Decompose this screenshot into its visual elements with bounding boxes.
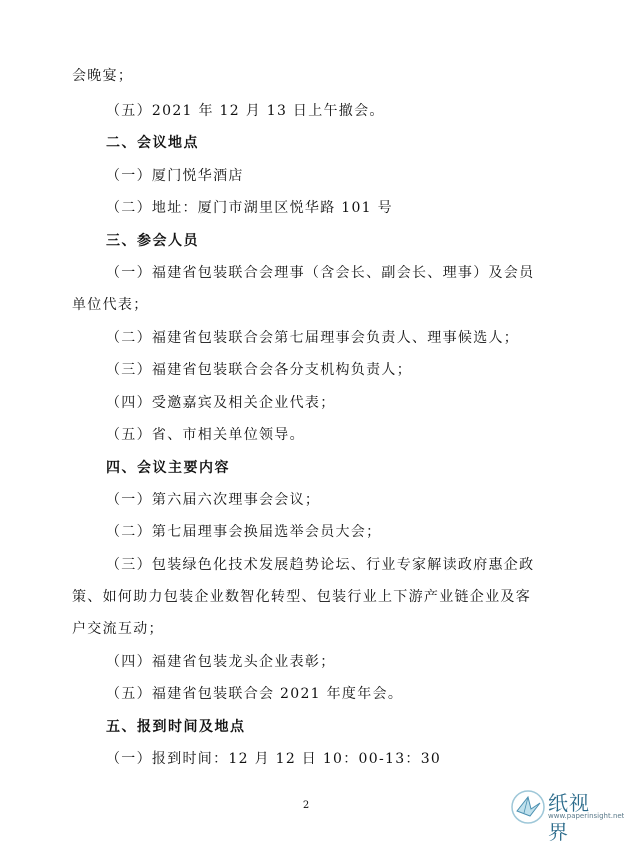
- text-line: （五）2021 年 12 月 13 日上午撤会。: [106, 103, 385, 119]
- section-heading: 三、参会人员: [106, 233, 199, 249]
- text-line: （四）福建省包装龙头企业表彰；: [106, 654, 336, 670]
- text-line: （五）省、市相关单位领导。: [106, 427, 305, 443]
- text-line: （三）包装绿色化技术发展趋势论坛、行业专家解读政府惠企政: [106, 557, 535, 573]
- section-heading: 四、会议主要内容: [106, 460, 230, 476]
- text-line: （四）受邀嘉宾及相关企业代表；: [106, 395, 336, 411]
- section-heading: 五、报到时间及地点: [106, 719, 246, 735]
- text-line: （一）厦门悦华酒店: [106, 168, 244, 184]
- section-heading: 二、会议地点: [106, 135, 199, 151]
- watermark-url: www.paperinsight.net: [548, 812, 624, 820]
- text-line: （一）福建省包装联合会理事（含会长、副会长、理事）及会员: [106, 265, 535, 281]
- text-line: （二）第七届理事会换届选举会员大会；: [106, 524, 382, 540]
- text-line: （一）第六届六次理事会会议；: [106, 492, 321, 508]
- text-line: （三）福建省包装联合会各分支机构负责人；: [106, 362, 412, 378]
- text-line: （二）福建省包装联合会第七届理事会负责人、理事候选人；: [106, 330, 520, 346]
- text-line: （五）福建省包装联合会 2021 年度年会。: [106, 686, 404, 702]
- text-line: 策、如何助力包装企业数智化转型、包装行业上下游产业链企业及客: [72, 589, 531, 605]
- text-line: （一）报到时间：12 月 12 日 10：00-13：30: [106, 751, 442, 767]
- text-line: 会晚宴；: [72, 68, 134, 84]
- watermark-logo: [510, 785, 624, 844]
- text-line: 户交流互动；: [72, 621, 164, 637]
- page-number: 2: [302, 800, 310, 811]
- paper-crane-icon: [510, 789, 546, 825]
- text-line: （二）地址：厦门市湖里区悦华路 101 号: [106, 200, 393, 216]
- text-line: 单位代表；: [72, 297, 149, 313]
- watermark-text: 纸视界: [548, 791, 590, 844]
